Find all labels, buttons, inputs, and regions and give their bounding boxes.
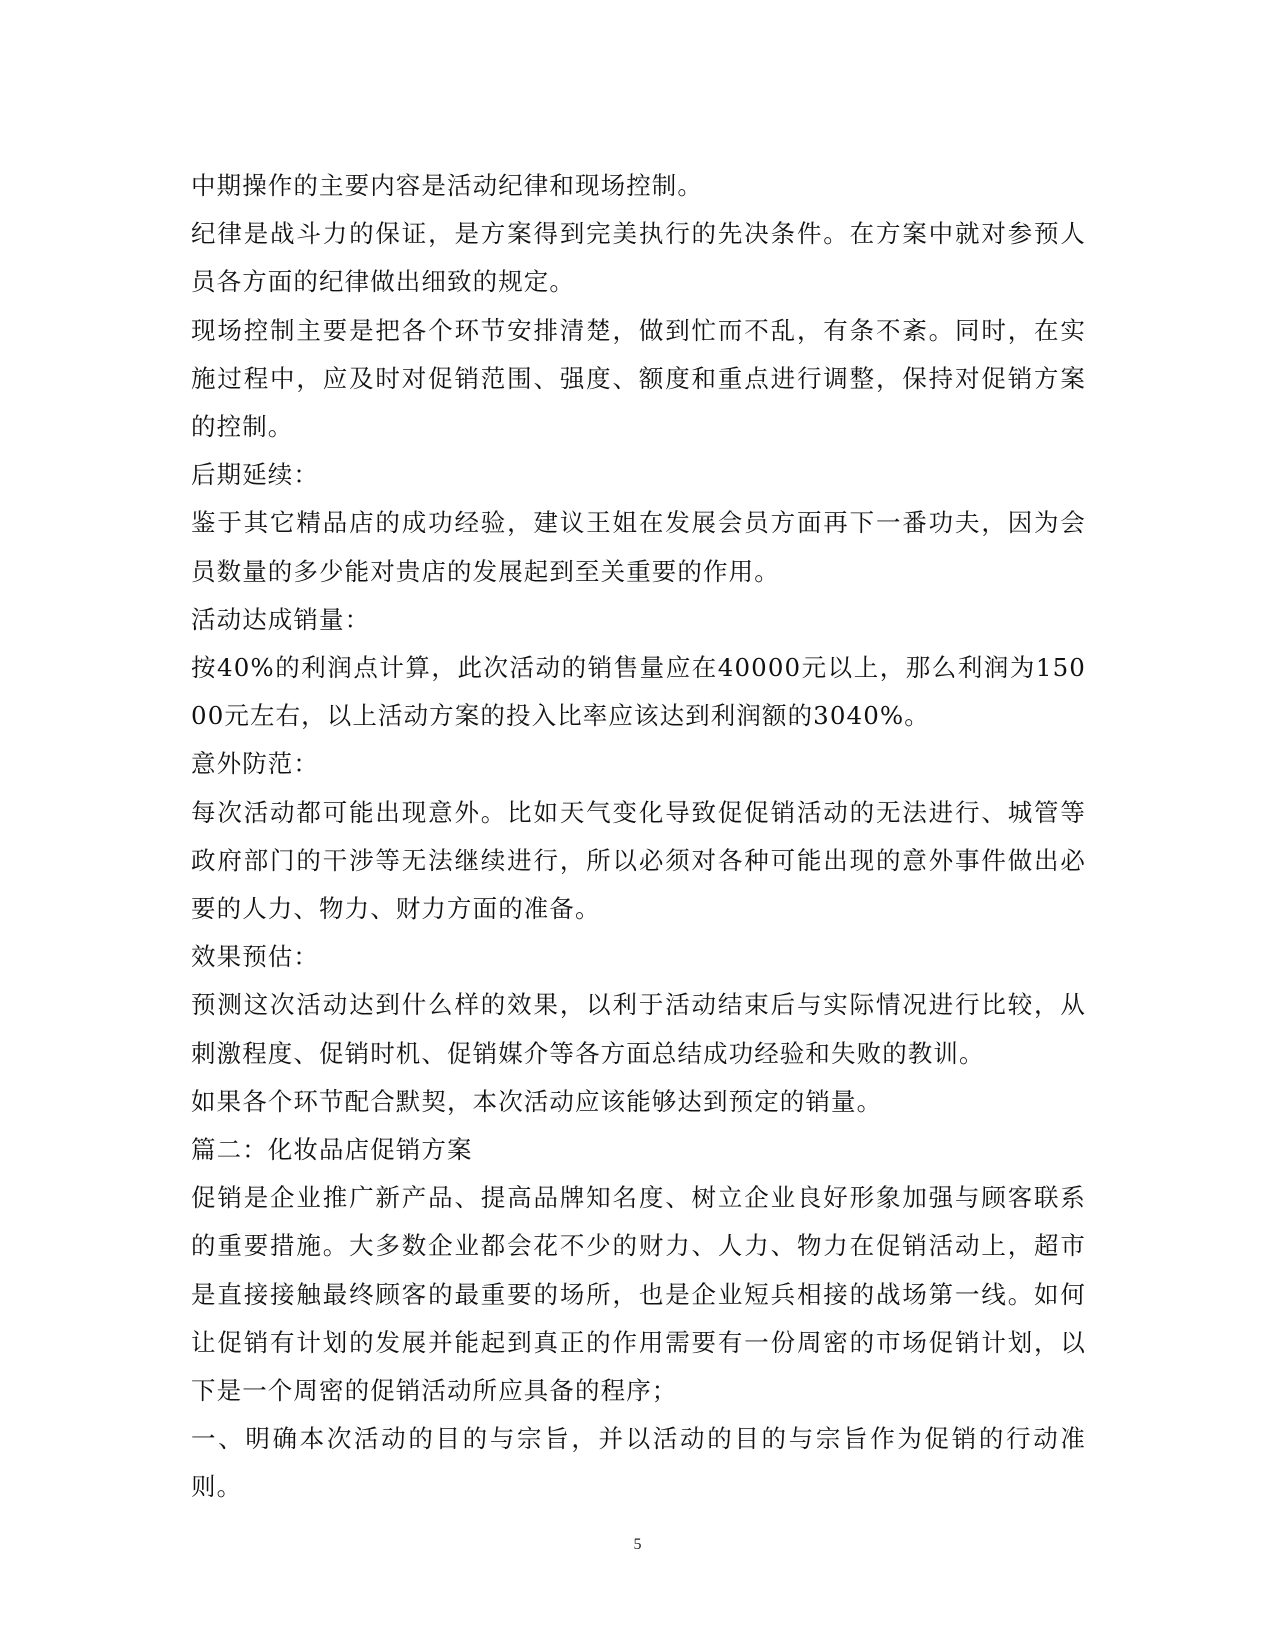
- paragraph-effect-estimate: 预测这次活动达到什么样的效果，以利于活动结束后与实际情况进行比较，从刺激程度、促销时机、促销媒介等各方面总结成功经验和失败的教训。: [191, 990, 1086, 1068]
- paragraph-contingency: 每次活动都可能出现意外。比如天气变化导致促促销活动的无法进行、城管等政府部门的干涉等无法继续进行，所以必须对各种可能出现的意外事件做出必要的人力、物力、财力方面的准备。: [191, 797, 1086, 924]
- heading-contingency: 意外防范：: [191, 749, 319, 779]
- paragraph-membership: 鉴于其它精品店的成功经验，建议王姐在发展会员方面再下一番功夫，因为会员数量的多少能对贵店的发展起到至关重要的作用。: [191, 508, 1086, 586]
- paragraph-midterm-operation: 中期操作的主要内容是活动纪律和现场控制。: [191, 171, 703, 200]
- heading-follow-up: 后期延续：: [191, 460, 319, 490]
- heading-effect-estimate: 效果预估：: [191, 942, 319, 972]
- document-body: [191, 162, 1086, 1512]
- paragraph-expected-sales: 如果各个环节配合默契，本次活动应该能够达到预定的销量。: [191, 1086, 883, 1116]
- paragraph-promotion-intro: 促销是企业推广新产品、提高品牌知名度、树立企业良好形象加强与顾客联系的重要措施。大多数企业都会花不少的财力、人力、物力在促销活动上，超市是直接接触最终顾客的最重要的场所，也是企业短兵相接的战场第一线。如何让促销有计划的发展并能起到真正的作用需要有一份周密的市场促销计划，以下是一个周密的促销活动所应具备的程序；: [191, 1183, 1086, 1406]
- heading-sales-target: 活动达成销量：: [191, 604, 371, 634]
- page-number: 5: [633, 1536, 642, 1553]
- paragraph-profit-calculation: 按40%的利润点计算，此次活动的销售量应在40000元以上，那么利润为15000元左右，以上活动方案的投入比率应该达到利润额的3040%。: [191, 653, 1086, 731]
- paragraph-step-one: 一、明确本次活动的目的与宗旨，并以活动的目的与宗旨作为促销的行动准则。: [191, 1424, 1086, 1502]
- paragraph-site-control: 现场控制主要是把各个环节安排清楚，做到忙而不乱，有条不紊。同时，在实施过程中，应及时对促销范围、强度、额度和重点进行调整，保持对促销方案的控制。: [191, 315, 1086, 442]
- heading-part-two: 篇二：化妆品店促销方案: [191, 1135, 473, 1165]
- paragraph-discipline: 纪律是战斗力的保证，是方案得到完美执行的先决条件。在方案中就对参预人员各方面的纪律做出细致的规定。: [191, 219, 1086, 297]
